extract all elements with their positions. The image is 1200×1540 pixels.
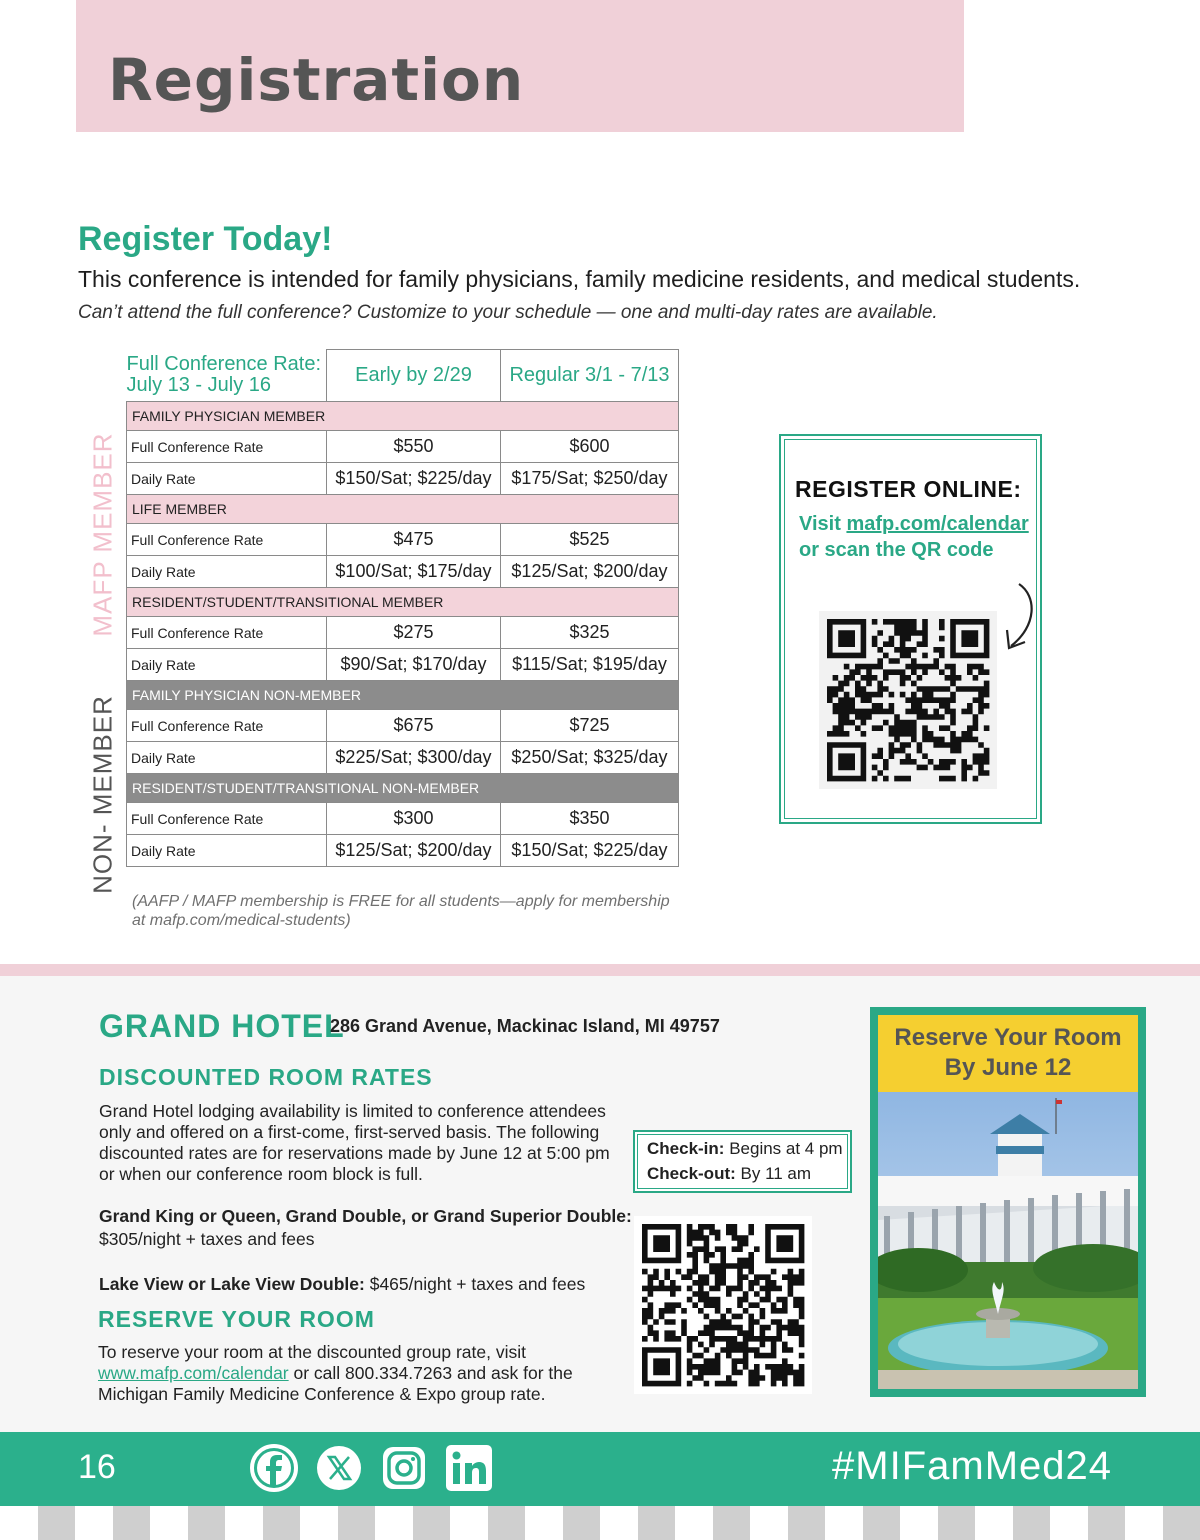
hotel-illustration: [878, 1092, 1138, 1389]
checker-square: [1050, 1506, 1088, 1540]
qr-code-icon: [634, 1216, 812, 1394]
early-rate: $675: [327, 710, 501, 742]
checkout-value: By 11 am: [735, 1164, 812, 1183]
register-online-visit: [799, 513, 1029, 536]
section-divider: [0, 964, 1200, 976]
section-title: FAMILY PHYSICIAN NON-MEMBER: [127, 681, 679, 710]
table-row: [127, 463, 679, 495]
x-icon[interactable]: [315, 1444, 363, 1492]
register-intro: This conference is intended for family physicians, family medicine residents, and medical students.: [78, 266, 1081, 292]
checkin-label: Check-in:: [647, 1139, 725, 1158]
footnote-line-1: (AAFP / MAFP membership is FREE for all students—apply for membership: [132, 893, 670, 910]
rate-label: Daily Rate: [127, 835, 327, 867]
reserve-calendar-link[interactable]: www.mafp.com/calendar: [98, 1363, 289, 1383]
hotel-address: 286 Grand Avenue, Mackinac Island, MI 49757: [330, 1016, 720, 1036]
table-row: [127, 556, 679, 588]
hotel-qr-code[interactable]: [634, 1216, 812, 1394]
regular-rate: $350: [501, 803, 679, 835]
rate-label: Full Conference Rate: [127, 431, 327, 463]
checkout-line: [647, 1164, 811, 1184]
reserve-prefix: To reserve your room at the discounted group rate, visit: [98, 1342, 526, 1362]
mafp-member-side-label: MAFP MEMBER: [87, 432, 118, 637]
early-rate: $150/Sat; $225/day: [327, 463, 501, 495]
section-title: RESIDENT/STUDENT/TRANSITIONAL NON-MEMBER: [127, 774, 679, 803]
visit-prefix: Visit: [799, 513, 847, 535]
section-row: [127, 402, 679, 431]
checker-square: [1088, 1506, 1126, 1540]
room-rate-2: [99, 1274, 585, 1295]
regular-rate: $125/Sat; $200/day: [501, 556, 679, 588]
rate-label: Full Conference Rate: [127, 524, 327, 556]
checker-square: [1163, 1506, 1200, 1540]
footnote-line-2: at mafp.com/medical-students): [132, 912, 351, 929]
table-row: [127, 617, 679, 649]
register-online-box: [779, 434, 1042, 824]
room-rate-2-value: $465/night + taxes and fees: [364, 1274, 586, 1294]
table-row: [127, 742, 679, 774]
checker-square: [563, 1506, 601, 1540]
checker-square: [450, 1506, 488, 1540]
room-rate-2-title: Lake View or Lake View Double:: [99, 1274, 365, 1294]
hotel-description: Grand Hotel lodging availability is limited to conference attendees only and offered on a first-come, first-served basis. The following discounted rates are for reservations made by June 12 at 5:00 pm or when our conference room block is full.: [99, 1101, 610, 1184]
register-online-scan: or scan the QR code: [799, 539, 994, 561]
checker-square: [75, 1506, 113, 1540]
page-footer: [0, 1432, 1200, 1506]
table-row: [127, 524, 679, 556]
table-row: [127, 649, 679, 681]
rate-label: Daily Rate: [127, 463, 327, 495]
regular-rate: $725: [501, 710, 679, 742]
non-member-side-label: NON- MEMBER: [87, 695, 118, 894]
reserve-banner: [878, 1015, 1138, 1092]
membership-footnote: [132, 892, 670, 930]
checker-square: [338, 1506, 376, 1540]
register-heading: Register Today!: [78, 220, 333, 258]
checkin-value: Begins at 4 pm: [724, 1139, 843, 1158]
checker-square: [413, 1506, 451, 1540]
rates-header-row: [127, 350, 679, 402]
section-title: RESIDENT/STUDENT/TRANSITIONAL MEMBER: [127, 588, 679, 617]
checker-square: [375, 1506, 413, 1540]
early-rate: $300: [327, 803, 501, 835]
rate-label: Daily Rate: [127, 556, 327, 588]
facebook-icon[interactable]: [250, 1444, 298, 1492]
checker-square: [300, 1506, 338, 1540]
check-times-box: [633, 1130, 852, 1193]
page-title: Registration: [108, 46, 525, 114]
checkin-line: [647, 1139, 843, 1159]
register-note: Can’t attend the full conference? Customize to your schedule — one and multi-day rates are available.: [78, 302, 938, 323]
checker-border: [0, 1506, 1200, 1540]
checker-square: [600, 1506, 638, 1540]
page-number: 16: [78, 1448, 116, 1486]
reserve-suffix: or call 800.334.7263 and ask for the Michigan Family Medicine Conference & Expo group rate.: [98, 1363, 573, 1404]
banner-line-1: Reserve Your Room: [894, 1024, 1122, 1051]
checker-square: [713, 1506, 751, 1540]
checker-square: [750, 1506, 788, 1540]
checker-square: [638, 1506, 676, 1540]
checker-square: [0, 1506, 38, 1540]
rate-label: Full Conference Rate: [127, 803, 327, 835]
rate-label: Full Conference Rate: [127, 710, 327, 742]
room-rate-1-title: Grand King or Queen, Grand Double, or Grand Superior Double:: [99, 1206, 632, 1226]
section-row: [127, 588, 679, 617]
corner-line-1: Full Conference Rate:: [126, 353, 322, 376]
register-qr-code[interactable]: [819, 611, 997, 789]
early-rate: $225/Sat; $300/day: [327, 742, 501, 774]
grand-hotel-photo: [878, 1092, 1138, 1389]
reserve-room-heading: RESERVE YOUR ROOM: [98, 1306, 375, 1332]
qr-code-icon: [819, 611, 997, 789]
linkedin-icon[interactable]: [445, 1444, 493, 1492]
checker-square: [488, 1506, 526, 1540]
rate-label: Daily Rate: [127, 742, 327, 774]
checker-square: [113, 1506, 151, 1540]
checker-square: [150, 1506, 188, 1540]
section-title: FAMILY PHYSICIAN MEMBER: [127, 402, 679, 431]
col-early-header: Early by 2/29: [327, 350, 501, 402]
curved-arrow-icon: [1001, 582, 1041, 652]
discounted-rates-heading: DISCOUNTED ROOM RATES: [99, 1064, 433, 1090]
rate-label: Full Conference Rate: [127, 617, 327, 649]
checker-square: [975, 1506, 1013, 1540]
checker-square: [188, 1506, 226, 1540]
early-rate: $125/Sat; $200/day: [327, 835, 501, 867]
event-hashtag: #MIFamMed24: [832, 1444, 1112, 1488]
regular-rate: $525: [501, 524, 679, 556]
regular-rate: $250/Sat; $325/day: [501, 742, 679, 774]
section-title: LIFE MEMBER: [127, 495, 679, 524]
early-rate: $275: [327, 617, 501, 649]
regular-rate: $325: [501, 617, 679, 649]
checker-square: [1125, 1506, 1163, 1540]
regular-rate: $175/Sat; $250/day: [501, 463, 679, 495]
early-rate: $550: [327, 431, 501, 463]
rate-label: Daily Rate: [127, 649, 327, 681]
early-rate: $90/Sat; $170/day: [327, 649, 501, 681]
table-row: [127, 803, 679, 835]
early-rate: $475: [327, 524, 501, 556]
checker-square: [900, 1506, 938, 1540]
register-calendar-link[interactable]: mafp.com/calendar: [846, 513, 1029, 535]
hotel-name: GRAND HOTEL: [99, 1008, 345, 1044]
reserve-instructions: [98, 1342, 618, 1405]
section-row: [127, 681, 679, 710]
checker-square: [1013, 1506, 1051, 1540]
register-online-title: REGISTER ONLINE:: [795, 476, 1022, 502]
table-row: [127, 710, 679, 742]
hotel-photo-card: [870, 1007, 1146, 1397]
checker-square: [525, 1506, 563, 1540]
col-regular-header: Regular 3/1 - 7/13: [501, 350, 679, 402]
checker-square: [263, 1506, 301, 1540]
section-row: [127, 495, 679, 524]
table-row: [127, 835, 679, 867]
regular-rate: $115/Sat; $195/day: [501, 649, 679, 681]
rates-corner: [127, 350, 327, 402]
section-row: [127, 774, 679, 803]
checker-square: [788, 1506, 826, 1540]
checker-square: [675, 1506, 713, 1540]
banner-line-2: By June 12: [944, 1054, 1072, 1081]
checker-square: [863, 1506, 901, 1540]
checker-square: [225, 1506, 263, 1540]
corner-line-2: July 13 - July 16: [126, 374, 272, 397]
room-rate-1-value: $305/night + taxes and fees: [99, 1229, 315, 1249]
regular-rate: $150/Sat; $225/day: [501, 835, 679, 867]
early-rate: $100/Sat; $175/day: [327, 556, 501, 588]
table-row: [127, 431, 679, 463]
checker-square: [38, 1506, 76, 1540]
checkout-label: Check-out:: [647, 1164, 736, 1183]
regular-rate: $600: [501, 431, 679, 463]
instagram-icon[interactable]: [380, 1444, 428, 1492]
rates-table: [126, 349, 679, 867]
checker-square: [825, 1506, 863, 1540]
checker-square: [938, 1506, 976, 1540]
